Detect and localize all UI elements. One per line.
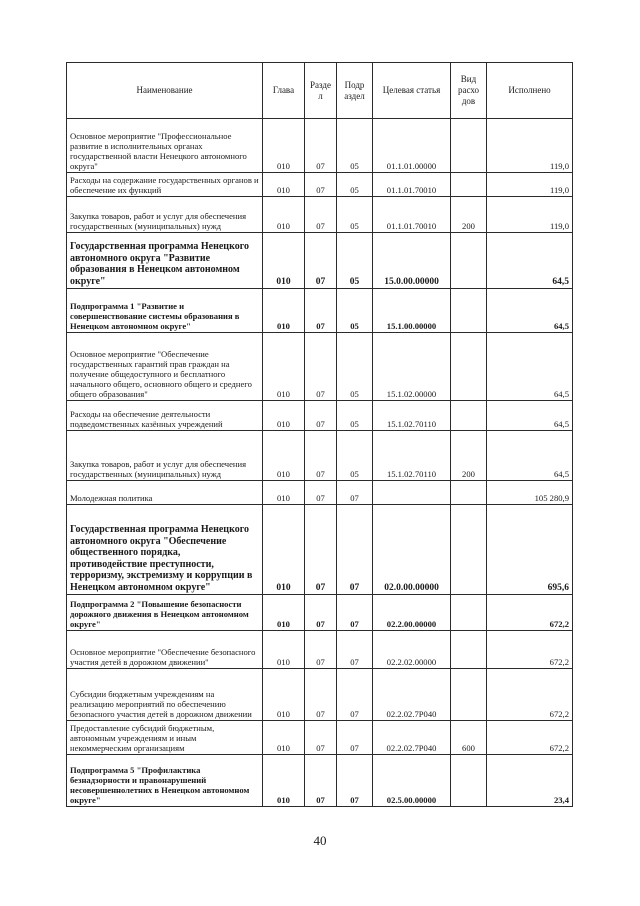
cell-name: Государственная программа Ненецкого автономного округа "Развитие образования в Ненецком автономном округе" <box>67 233 263 289</box>
cell-celevaya: 02.2.02.7Р040 <box>373 669 451 721</box>
cell-ispolneno: 64,5 <box>487 289 573 333</box>
header-ispolneno: Исполнено <box>487 63 573 119</box>
cell-ispolneno: 119,0 <box>487 173 573 197</box>
cell-podrazdel: 07 <box>337 595 373 631</box>
cell-glava: 010 <box>263 233 305 289</box>
table-row <box>67 631 573 669</box>
cell-glava: 010 <box>263 289 305 333</box>
header-celevaya: Целевая статья <box>373 63 451 119</box>
cell-vid <box>451 595 487 631</box>
table-row <box>67 289 573 333</box>
header-name: Наименование <box>67 63 263 119</box>
cell-vid <box>451 755 487 807</box>
cell-razdel: 07 <box>305 173 337 197</box>
cell-vid <box>451 333 487 401</box>
cell-celevaya: 15.1.02.70110 <box>373 431 451 481</box>
cell-name: Подпрограмма 1 "Развитие и совершенствование системы образования в Ненецком автономном округе" <box>67 289 263 333</box>
cell-vid <box>451 669 487 721</box>
table-body <box>67 119 573 807</box>
header-razdel: Разде л <box>305 63 337 119</box>
cell-celevaya: 02.2.02.7Р040 <box>373 721 451 755</box>
cell-vid: 200 <box>451 197 487 233</box>
cell-glava: 010 <box>263 631 305 669</box>
cell-razdel: 07 <box>305 333 337 401</box>
cell-name: Предоставление субсидий бюджетным, автономным учреждениям и иным некоммерческим организациям <box>67 721 263 755</box>
cell-podrazdel: 05 <box>337 333 373 401</box>
cell-vid <box>451 289 487 333</box>
table-row <box>67 401 573 431</box>
cell-celevaya: 02.5.00.00000 <box>373 755 451 807</box>
cell-glava: 010 <box>263 669 305 721</box>
cell-ispolneno: 64,5 <box>487 233 573 289</box>
cell-name: Молодежная политика <box>67 481 263 505</box>
cell-ispolneno: 672,2 <box>487 721 573 755</box>
cell-podrazdel: 05 <box>337 233 373 289</box>
cell-podrazdel: 07 <box>337 631 373 669</box>
table-row <box>67 431 573 481</box>
cell-celevaya: 15.1.00.00000 <box>373 289 451 333</box>
table-row <box>67 197 573 233</box>
cell-glava: 010 <box>263 401 305 431</box>
cell-podrazdel: 05 <box>337 197 373 233</box>
cell-name: Расходы на содержание государственных органов и обеспечение их функций <box>67 173 263 197</box>
cell-ispolneno: 64,5 <box>487 333 573 401</box>
cell-vid: 200 <box>451 431 487 481</box>
cell-razdel: 07 <box>305 233 337 289</box>
cell-ispolneno: 672,2 <box>487 595 573 631</box>
cell-vid <box>451 481 487 505</box>
cell-podrazdel: 05 <box>337 431 373 481</box>
cell-celevaya: 02.2.00.00000 <box>373 595 451 631</box>
cell-name: Закупка товаров, работ и услуг для обеспечения государственных (муниципальных) нужд <box>67 431 263 481</box>
cell-glava: 010 <box>263 505 305 595</box>
table-row <box>67 333 573 401</box>
cell-name: Расходы на обеспечение деятельности подведомственных казённых учреждений <box>67 401 263 431</box>
cell-celevaya <box>373 481 451 505</box>
cell-glava: 010 <box>263 431 305 481</box>
cell-glava: 010 <box>263 333 305 401</box>
cell-ispolneno: 64,5 <box>487 431 573 481</box>
header-podrazdel: Подр аздел <box>337 63 373 119</box>
cell-glava: 010 <box>263 595 305 631</box>
cell-vid <box>451 119 487 173</box>
cell-glava: 010 <box>263 197 305 233</box>
cell-razdel: 07 <box>305 119 337 173</box>
cell-razdel: 07 <box>305 631 337 669</box>
cell-razdel: 07 <box>305 431 337 481</box>
page-number: 40 <box>313 833 327 848</box>
cell-razdel: 07 <box>305 505 337 595</box>
cell-celevaya: 01.1.01.00000 <box>373 119 451 173</box>
table-row <box>67 669 573 721</box>
cell-celevaya: 01.1.01.70010 <box>373 173 451 197</box>
cell-glava: 010 <box>263 721 305 755</box>
cell-ispolneno: 64,5 <box>487 401 573 431</box>
cell-name: Основное мероприятие "Профессиональное развитие в исполнительных органах государственной власти Ненецкого автономного округа" <box>67 119 263 173</box>
cell-name: Субсидии бюджетным учреждениям на реализацию мероприятий по обеспечению безопасного участия детей в дорожном движении <box>67 669 263 721</box>
table-row <box>67 119 573 173</box>
table-header-row <box>67 63 573 119</box>
cell-podrazdel: 05 <box>337 119 373 173</box>
cell-razdel: 07 <box>305 197 337 233</box>
table-row <box>67 755 573 807</box>
cell-name: Основное мероприятие "Обеспечение безопасного участия детей в дорожном движении" <box>67 631 263 669</box>
header-glava: Глава <box>263 63 305 119</box>
cell-ispolneno: 695,6 <box>487 505 573 595</box>
cell-celevaya: 15.0.00.00000 <box>373 233 451 289</box>
cell-podrazdel: 05 <box>337 289 373 333</box>
cell-razdel: 07 <box>305 755 337 807</box>
cell-podrazdel: 07 <box>337 721 373 755</box>
table-row <box>67 721 573 755</box>
cell-razdel: 07 <box>305 401 337 431</box>
cell-vid <box>451 505 487 595</box>
cell-name: Государственная программа Ненецкого автономного округа "Обеспечение общественного порядка, противодействие преступности, терроризму, экстремизму и коррупции в Ненецком автономном округе" <box>67 505 263 595</box>
cell-razdel: 07 <box>305 721 337 755</box>
table-row <box>67 595 573 631</box>
cell-ispolneno: 119,0 <box>487 119 573 173</box>
cell-podrazdel: 07 <box>337 755 373 807</box>
cell-vid <box>451 173 487 197</box>
cell-razdel: 07 <box>305 595 337 631</box>
cell-razdel: 07 <box>305 669 337 721</box>
table-row <box>67 173 573 197</box>
cell-glava: 010 <box>263 481 305 505</box>
cell-glava: 010 <box>263 173 305 197</box>
cell-podrazdel: 07 <box>337 481 373 505</box>
cell-podrazdel: 07 <box>337 505 373 595</box>
table-row <box>67 505 573 595</box>
cell-ispolneno: 105 280,9 <box>487 481 573 505</box>
table-row <box>67 481 573 505</box>
cell-celevaya: 15.1.02.70110 <box>373 401 451 431</box>
cell-podrazdel: 05 <box>337 401 373 431</box>
cell-vid <box>451 631 487 669</box>
cell-glava: 010 <box>263 119 305 173</box>
cell-ispolneno: 672,2 <box>487 669 573 721</box>
cell-ispolneno: 672,2 <box>487 631 573 669</box>
cell-name: Подпрограмма 2 "Повышение безопасности дорожного движения в Ненецком автономном округе" <box>67 595 263 631</box>
cell-glava: 010 <box>263 755 305 807</box>
cell-ispolneno: 23,4 <box>487 755 573 807</box>
header-vid: Вид расхо дов <box>451 63 487 119</box>
cell-name: Закупка товаров, работ и услуг для обеспечения государственных (муниципальных) нужд <box>67 197 263 233</box>
cell-celevaya: 02.2.02.00000 <box>373 631 451 669</box>
cell-name: Подпрограмма 5 "Профилактика безнадзорности и правонарушений несовершеннолетних в Ненецком автономном округе" <box>67 755 263 807</box>
cell-razdel: 07 <box>305 481 337 505</box>
cell-name: Основное мероприятие "Обеспечение государственных гарантий прав граждан на получение общедоступного и бесплатного начального общего, основного общего и среднего общего образования" <box>67 333 263 401</box>
cell-celevaya: 01.1.01.70010 <box>373 197 451 233</box>
table-row <box>67 233 573 289</box>
cell-razdel: 07 <box>305 289 337 333</box>
cell-vid: 600 <box>451 721 487 755</box>
cell-ispolneno: 119,0 <box>487 197 573 233</box>
cell-vid <box>451 401 487 431</box>
cell-celevaya: 02.0.00.00000 <box>373 505 451 595</box>
cell-vid <box>451 233 487 289</box>
cell-podrazdel: 07 <box>337 669 373 721</box>
cell-podrazdel: 05 <box>337 173 373 197</box>
cell-celevaya: 15.1.02.00000 <box>373 333 451 401</box>
budget-table <box>66 62 573 807</box>
